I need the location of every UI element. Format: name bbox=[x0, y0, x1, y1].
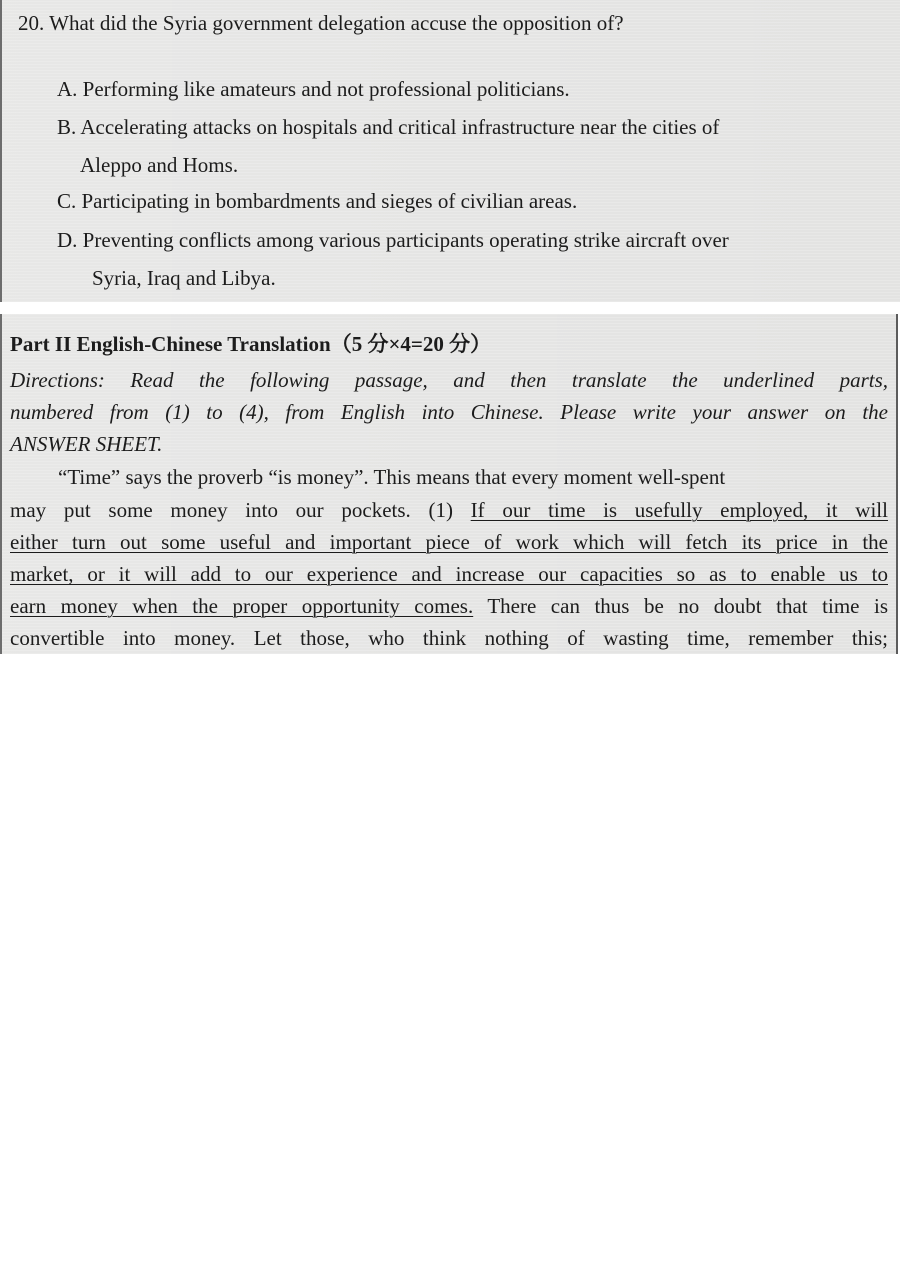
question-stem: 20. What did the Syria government delegation accuse the opposition of? bbox=[18, 11, 624, 35]
underlined-part-1-end: earn money when the proper opportunity comes. bbox=[10, 594, 474, 618]
passage-line-1: “Time” says the proverb “is money”. This means that every moment well-spent bbox=[58, 465, 726, 489]
passage-line-5-plain: There can thus be no doubt that time is bbox=[473, 594, 888, 618]
option-a: A. Performing like amateurs and not professional politicians. bbox=[57, 77, 570, 101]
passage-line-2-plain: may put some money into our pockets. (1) bbox=[10, 498, 471, 522]
option-b-line-1: B. Accelerating attacks on hospitals and critical infrastructure near the cities of bbox=[57, 115, 720, 139]
question-20-scan bbox=[0, 0, 900, 302]
option-d-line-2: Syria, Iraq and Libya. bbox=[92, 266, 276, 290]
passage-line-2 bbox=[10, 497, 888, 523]
option-d-line-1: D. Preventing conflicts among various participants operating strike aircraft over bbox=[57, 228, 729, 252]
underlined-part-1-middle: either turn out some useful and important piece of work which will fetch its price in the bbox=[10, 530, 888, 554]
directions-line-2: numbered from (1) to (4), from English into Chinese. Please write your answer on the bbox=[10, 400, 888, 424]
underlined-part-1-continued: market, or it will add to our experience and increase our capacities so as to enable us to bbox=[10, 562, 888, 586]
option-b-line-2: Aleppo and Homs. bbox=[80, 153, 239, 177]
underlined-part-1-start: If our time is usefully employed, it will bbox=[470, 498, 888, 522]
option-c: C. Participating in bombardments and sieges of civilian areas. bbox=[57, 189, 578, 213]
part-2-scan bbox=[0, 314, 898, 654]
passage-line-6: convertible into money. Let those, who think nothing of wasting time, remember this; bbox=[10, 626, 888, 650]
directions-line-1: Directions: Read the following passage, and then translate the underlined parts, bbox=[10, 368, 888, 392]
part-2-heading: Part II English-Chinese Translation（5 分×4=20 分） bbox=[10, 332, 492, 356]
passage-line-5 bbox=[10, 593, 888, 619]
directions-line-3: ANSWER SHEET. bbox=[10, 432, 163, 456]
